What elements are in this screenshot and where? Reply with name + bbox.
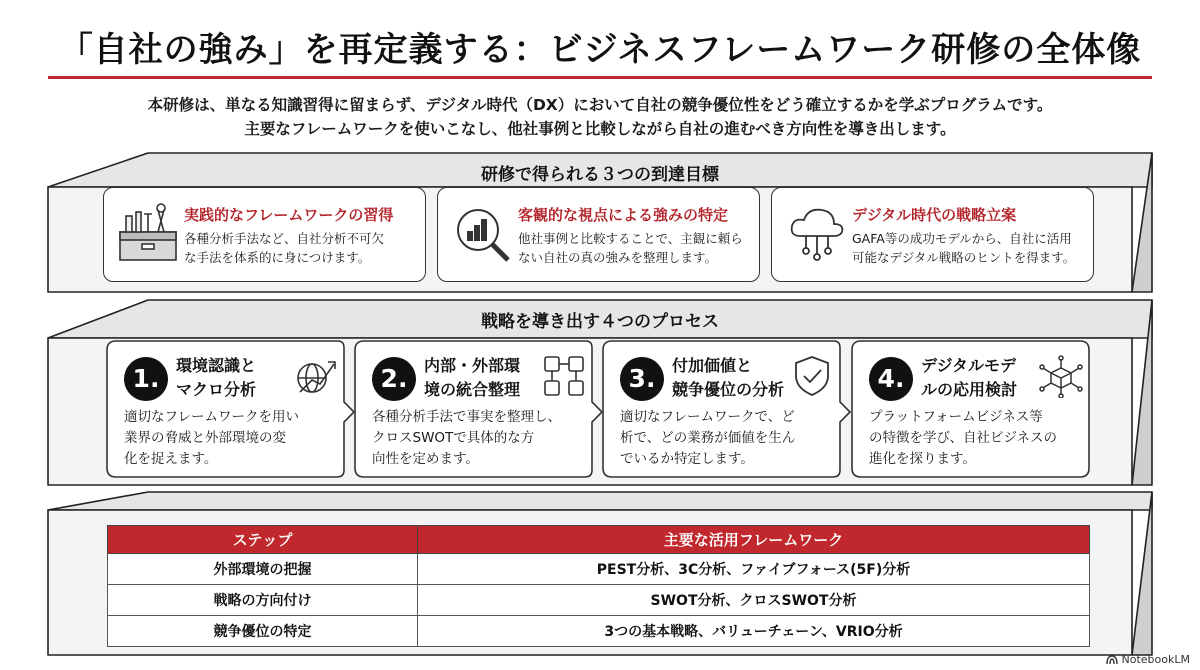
process-text-2 — [372, 407, 584, 470]
process-title-3-line-2: 競争優位の分析 — [672, 380, 785, 399]
table-cell-step: 戦略の方向付け — [108, 585, 418, 616]
process-text-2-line-2: クロスSWOTで具体的な方 — [372, 430, 535, 446]
process-text-1 — [124, 407, 336, 470]
shield-check-icon — [790, 354, 834, 398]
page-title: 「自社の強み」を再定義する：ビジネスフレームワーク研修の全体像 — [58, 30, 1142, 70]
goal-text-2-line-2: ない自社の真の強みを整理します。 — [518, 250, 718, 265]
goal-card-1 — [103, 187, 426, 282]
process-text-3-line-1: 適切なフレームワークで、ど — [620, 409, 795, 425]
process-title: 戦略を導き出す４つのプロセス — [481, 312, 719, 332]
goal-text-3-line-2: 可能なデジタル戦略のヒントを得ます。 — [852, 250, 1076, 265]
magnifier-chart-icon — [448, 202, 518, 266]
matrix-grid-icon — [542, 354, 586, 398]
process-title-1 — [176, 354, 296, 402]
goal-title-1: 実践的なフレームワークの習得 — [184, 206, 394, 224]
process-text-1-line-2: 業界の脅威と外部環境の変 — [124, 430, 286, 446]
network-cube-icon — [1039, 354, 1083, 398]
table-cell-framework: 3つの基本戦略、バリューチェーン、VRIO分析 — [418, 616, 1090, 647]
layer3-top-face — [48, 492, 1152, 510]
process-text-1-line-1: 適切なフレームワークを用い — [124, 409, 299, 425]
table-cell-step: 外部環境の把握 — [108, 554, 418, 585]
notebooklm-logo-icon — [1106, 655, 1118, 665]
goal-text-1-line-1: 各種分析手法など、自社分析不可欠 — [184, 231, 385, 246]
process-card-2 — [354, 340, 593, 478]
table-row — [108, 616, 1090, 647]
process-title-4-line-2: ルの応用検討 — [921, 380, 1018, 399]
globe-trend-icon — [294, 354, 338, 398]
goals-title: 研修で得られる３つの到達目標 — [481, 165, 719, 185]
process-card-3 — [602, 340, 841, 478]
goal-card-3 — [771, 187, 1094, 282]
process-card-4 — [851, 340, 1090, 478]
process-number-4: 4. — [869, 357, 913, 401]
process-text-4-line-2: の特徴を学び、自社ビジネスの — [869, 430, 1058, 446]
process-title-2 — [424, 354, 544, 402]
goal-card-2 — [437, 187, 760, 282]
table-row — [108, 554, 1090, 585]
process-number-3: 3. — [620, 357, 664, 401]
goal-text-1-line-2: な手法を体系的に身につけます。 — [184, 250, 371, 265]
table-row — [108, 585, 1090, 616]
process-title-2-line-1: 内部・外部環 — [424, 356, 521, 375]
process-title-2-line-2: 境の統合整理 — [424, 380, 521, 399]
process-number-2: 2. — [372, 357, 416, 401]
process-number-1: 1. — [124, 357, 168, 401]
goal-text-3-line-1: GAFA等の成功モデルから、自社に活用 — [852, 231, 1072, 246]
table-header-row — [108, 526, 1090, 554]
process-title-3 — [672, 354, 802, 402]
layer3-side-face — [1132, 492, 1152, 655]
goal-title-2: 客観的な視点による強みの特定 — [518, 206, 729, 224]
intro-line-1: 本研修は、単なる知識習得に留まらず、デジタル時代（DX）において自社の競争優位性をどう確立するかを学ぶプログラムです。 — [147, 96, 1053, 114]
intro-line-2: 主要なフレームワークを使いこなし、他社事例と比較しながら自社の進むべき方向性を導き出します。 — [244, 120, 956, 138]
toolbox-icon — [114, 202, 184, 266]
process-text-2-line-1: 各種分析手法で事実を整理し、 — [372, 409, 561, 425]
table-cell-step: 競争優位の特定 — [108, 616, 418, 647]
process-text-3 — [620, 407, 832, 470]
table-cell-framework: PEST分析、3C分析、ファイブフォース(5F)分析 — [418, 554, 1090, 585]
process-text-3-line-3: でいるか特定します。 — [620, 451, 754, 467]
goal-title-3: デジタル時代の戦略立案 — [852, 206, 1017, 224]
goal-text-2 — [518, 229, 754, 267]
process-title-1-line-1: 環境認識と — [176, 356, 257, 375]
process-text-1-line-3: 化を捉えます。 — [124, 451, 218, 467]
cloud-network-icon — [782, 202, 852, 266]
process-text-2-line-3: 向性を定めます。 — [372, 451, 479, 467]
table-cell-framework: SWOT分析、クロスSWOT分析 — [418, 585, 1090, 616]
process-title-4 — [921, 354, 1041, 402]
process-title-3-line-1: 付加価値と — [672, 356, 753, 375]
process-title-4-line-1: デジタルモデ — [921, 356, 1017, 375]
process-title-1-line-2: マクロ分析 — [176, 380, 257, 399]
process-text-4-line-1: プラットフォームビジネス等 — [869, 409, 1043, 425]
notebooklm-logo — [1106, 653, 1190, 666]
framework-table — [107, 525, 1090, 647]
goal-text-1 — [184, 229, 420, 267]
process-card-1 — [106, 340, 345, 478]
table-header-step: ステップ — [108, 526, 418, 554]
goal-text-3 — [852, 229, 1088, 267]
process-text-4 — [869, 407, 1081, 470]
goal-text-2-line-1: 他社事例と比較することで、主観に頼ら — [518, 231, 743, 246]
process-text-4-line-3: 進化を探ります。 — [869, 451, 976, 467]
logo-text: NotebookLM — [1121, 653, 1190, 666]
process-text-3-line-2: 析で、どの業務が価値を生ん — [620, 430, 796, 446]
table-header-framework: 主要な活用フレームワーク — [418, 526, 1090, 554]
